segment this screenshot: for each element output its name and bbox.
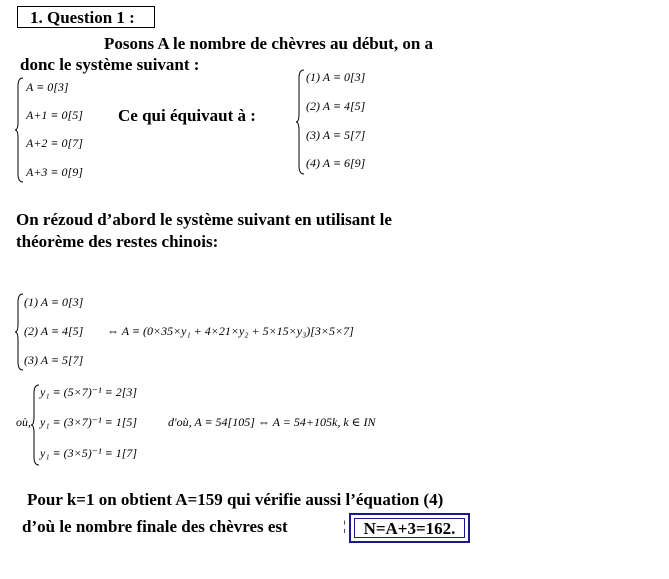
system1-eq-4: A+3 ≡ 0[9] [26, 165, 83, 179]
equivalent-text: Ce qui équivaut à : [118, 106, 256, 125]
crt-line-1: On rézoud d’abord le système suivant en utilisant le [16, 210, 392, 229]
question-heading: 1. Question 1 : [17, 6, 155, 28]
system2-eq-2: (2) A ≡ 4[5] [306, 99, 366, 113]
system2-eq-3: (3) A ≡ 5[7] [306, 128, 366, 142]
system3-eq-3: (3) A ≡ 5[7] [24, 353, 84, 367]
system1-eq-2: A+1 ≡ 0[5] [26, 108, 83, 122]
intro-line-2: donc le système suivant : [20, 55, 200, 74]
system4-eq-1: y₁ ≡ (5×7)⁻¹ ≡ 2[3] [40, 385, 138, 399]
system1-brace [15, 76, 25, 184]
ou-label: où, [16, 415, 31, 429]
system1-eq-1: A ≡ 0[3] [26, 80, 69, 94]
crt-line-2: théorème des restes chinois: [16, 232, 219, 251]
cursor-mark: ¦ [343, 519, 346, 534]
system4-eq-3: y₁ ≡ (3×5)⁻¹ ≡ 1[7] [40, 446, 138, 460]
final-answer: N=A+3=162. [354, 518, 465, 538]
conclusion-line-2: d’où le nombre finale des chèvres est [22, 517, 288, 536]
system2-eq-4: (4) A ≡ 6[9] [306, 156, 366, 170]
system3-equivalence: ⇔ A ≡ (0×35×y₁ + 4×21×y₂ + 5×15×y₃)[3×5×7] [107, 324, 354, 338]
system1-eq-3: A+2 ≡ 0[7] [26, 136, 83, 150]
intro-line-1: Posons A le nombre de chèvres au début, on a [104, 34, 434, 53]
conclusion-line-1: Pour k=1 on obtient A=159 qui vérifie aussi l’équation (4) [27, 490, 444, 509]
system2-brace [296, 68, 306, 176]
result-line: d'où, A ≡ 54[105] ⇔ A = 54+105k, k ∈ IN [168, 415, 376, 429]
system4-eq-2: y₁ ≡ (3×7)⁻¹ ≡ 1[5] [40, 415, 138, 429]
system3-eq-1: (1) A ≡ 0[3] [24, 295, 84, 309]
system2-eq-1: (1) A ≡ 0[3] [306, 70, 366, 84]
final-answer-box [349, 513, 470, 543]
system3-eq-2: (2) A ≡ 4[5] [24, 324, 84, 338]
